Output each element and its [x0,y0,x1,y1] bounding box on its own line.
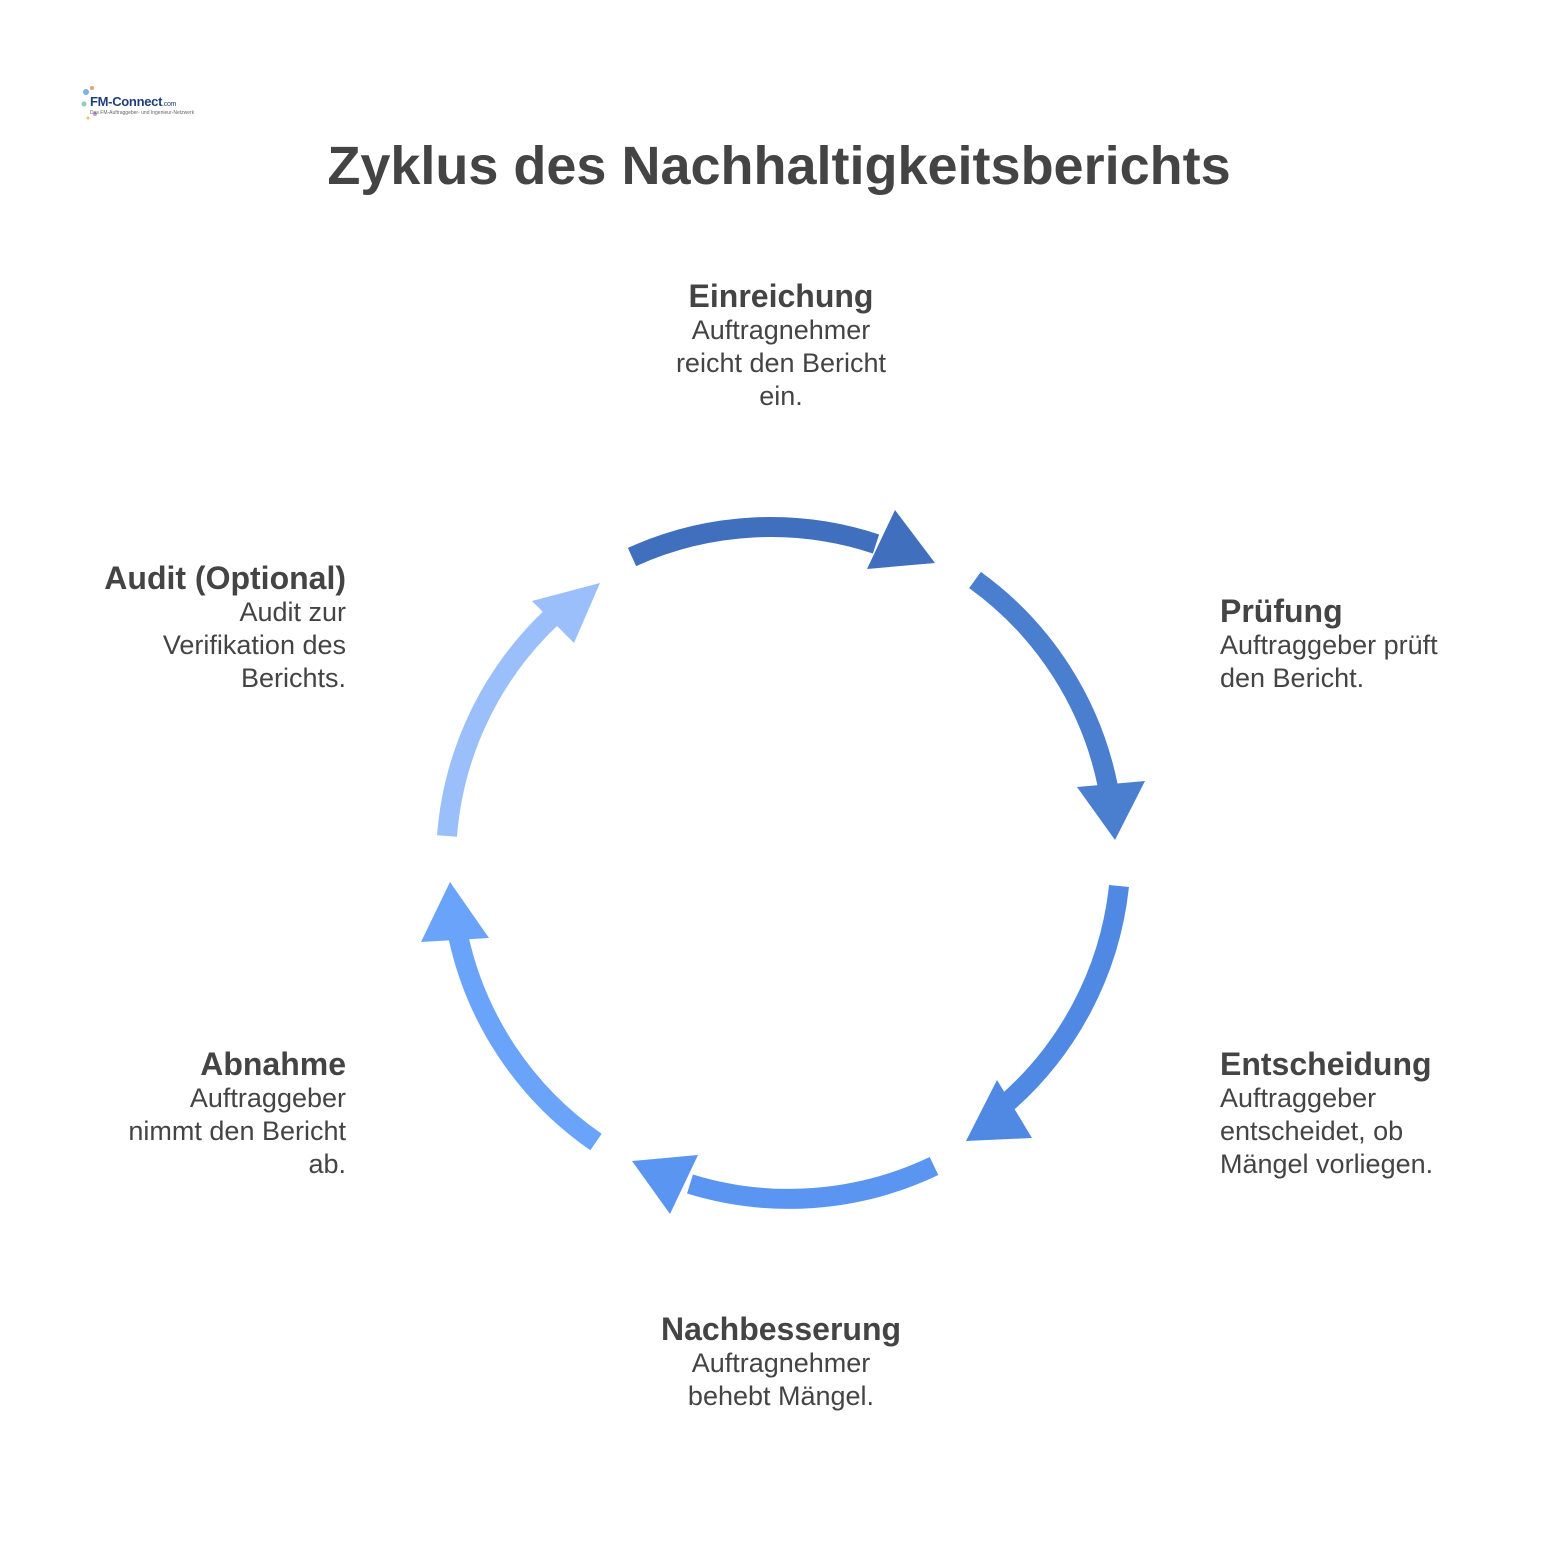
step-label: Einreichung [688,278,874,314]
step-label: Abnahme [200,1046,346,1082]
cycle-arrow-6 [447,583,600,836]
step-audit [40,560,346,695]
logo-tagline: Das FM-Auftraggeber- und Ingenieur-Netzwerk [90,110,195,116]
step-description: Auftraggeber prüft den Bericht. [1220,630,1438,693]
page-title: Zyklus des Nachhaltigkeitsberichts [327,136,1231,196]
step-entscheidung [1220,1046,1520,1181]
step-abnahme [40,1046,346,1181]
step-einreichung [620,278,942,413]
cycle-arrow-1 [632,510,935,569]
step-description: Auftraggeber nimmt den Bericht ab. [128,1083,346,1179]
step-label: Prüfung [1220,593,1343,629]
step-description: Audit zur Verifikation des Berichts. [162,597,346,693]
step-label: Entscheidung [1220,1046,1432,1082]
step-description: Auftragnehmer reicht den Bericht ein. [675,315,887,411]
cycle-arrow-2 [975,580,1145,840]
step-description: Auftragnehmer behebt Mängel. [687,1348,875,1411]
step-nachbesserung [620,1311,942,1413]
step-label: Audit (Optional) [104,560,346,596]
cycle-arrow-3 [966,886,1119,1141]
step-label: Nachbesserung [660,1311,902,1347]
cycle-arrow-4 [632,1155,934,1214]
cycle-arrow-5 [421,882,596,1142]
logo-text: FM-Connect.com [90,94,177,109]
step-description: Auftraggeber entscheidet, ob Mängel vorliegen. [1220,1083,1434,1179]
step-pruefung [1220,593,1520,695]
